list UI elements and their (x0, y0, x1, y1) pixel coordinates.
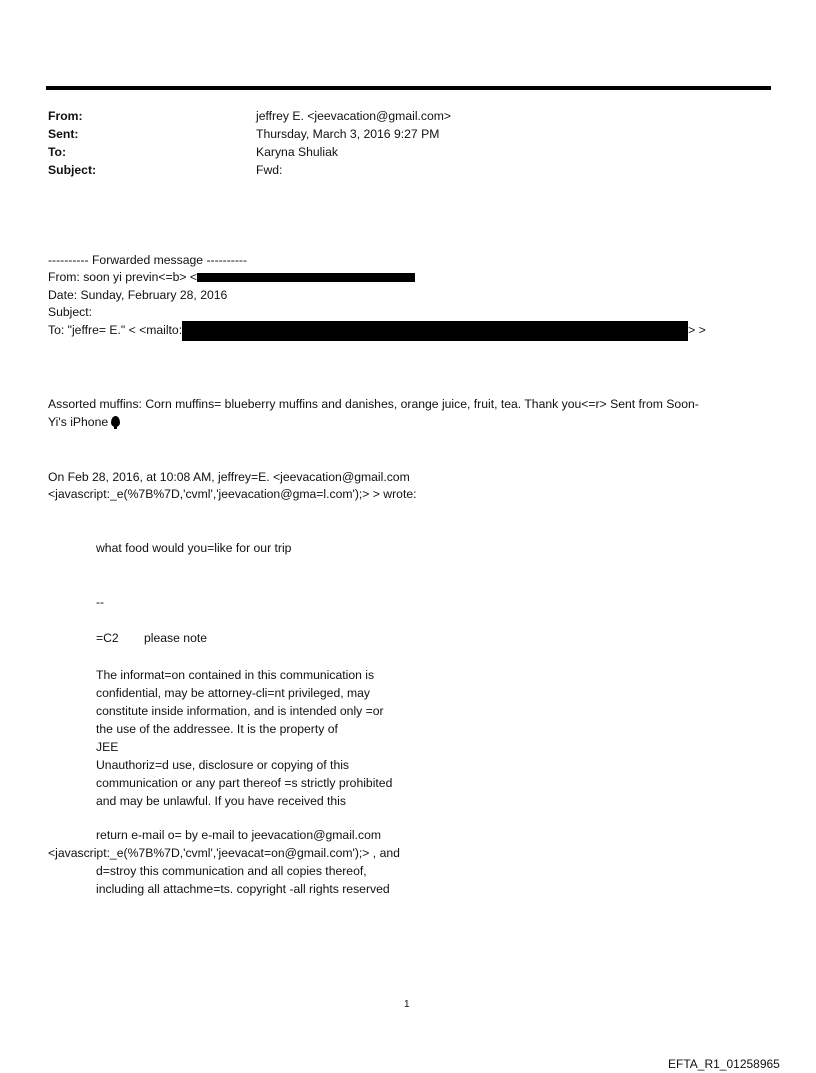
disclaimer-line: JEE (96, 740, 119, 754)
sent-value: Thursday, March 3, 2016 9:27 PM (256, 127, 440, 141)
forward-divider: ---------- Forwarded message ---------- (48, 253, 248, 267)
document-id: EFTA_R1_01258965 (668, 1057, 780, 1071)
return-line-2: <javascript:_e(%7B%7D,'cvml','jeevacat=on@gmail.com');> , and (48, 846, 400, 860)
disclaimer-line: communication or any part thereof =s strictly prohibited (96, 776, 393, 790)
from-value: jeffrey E. <jeevacation@gmail.com> (256, 109, 452, 123)
disclaimer-block (96, 666, 496, 810)
header-rule (46, 86, 771, 90)
redaction-bar (197, 273, 415, 282)
redaction-bar (182, 321, 688, 341)
note-code: =C2 (96, 631, 119, 645)
forward-date: Date: Sunday, February 28, 2016 (48, 288, 228, 302)
return-line-1: return e-mail o= by e-mail to jeevacation@gmail.com (96, 828, 382, 842)
signature-separator: -- (96, 595, 105, 609)
to-label: To: (48, 145, 67, 159)
disclaimer-line: confidential, may be attorney-cli=nt privileged, may (96, 686, 371, 700)
disclaimer-line: Unauthoriz=d use, disclosure or copying of this (96, 758, 350, 772)
balloon-icon (111, 416, 120, 427)
body-line-2 (48, 414, 120, 431)
forward-to-end: > > (688, 323, 706, 338)
disclaimer-line: the use of the addressee. It is the property of (96, 722, 338, 736)
quote-intro-1: On Feb 28, 2016, at 10:08 AM, jeffrey=E. <jeevacation@gmail.com (48, 470, 410, 484)
forward-subject: Subject: (48, 305, 93, 319)
return-line-4: including all attachme=ts. copyright -all rights reserved (96, 882, 390, 896)
quote-question: what food would you=like for our trip (96, 541, 292, 555)
subject-value: Fwd: (256, 163, 283, 177)
from-label: From: (48, 109, 83, 123)
body-line-1: Assorted muffins: Corn muffins= blueberry muffins and danishes, orange juice, fruit, tea. Thank you<=r> Sent from Soon- (48, 397, 699, 411)
forward-to (48, 321, 706, 341)
return-line-3: d=stroy this communication and all copies thereof, (96, 864, 367, 878)
disclaimer-line: and may be unlawful. If you have received this (96, 794, 346, 808)
sent-label: Sent: (48, 127, 79, 141)
forward-to-text: To: "jeffre= E." < <mailto: (48, 323, 183, 338)
body-line-2-text: Yi's iPhone (48, 415, 109, 429)
forward-from-text: From: soon yi previn<=b> < (48, 270, 198, 284)
note-text: please note (144, 631, 208, 645)
to-value: Karyna Shuliak (256, 145, 338, 159)
page-number: 1 (404, 999, 410, 1010)
disclaimer-line: The informat=on contained in this communication is (96, 668, 375, 682)
forward-from (48, 269, 415, 286)
subject-label: Subject: (48, 163, 97, 177)
quote-intro-2: <javascript:_e(%7B%7D,'cvml','jeevacation@gma=l.com');> > wrote: (48, 487, 417, 501)
disclaimer-line: constitute inside information, and is intended only =or (96, 704, 384, 718)
